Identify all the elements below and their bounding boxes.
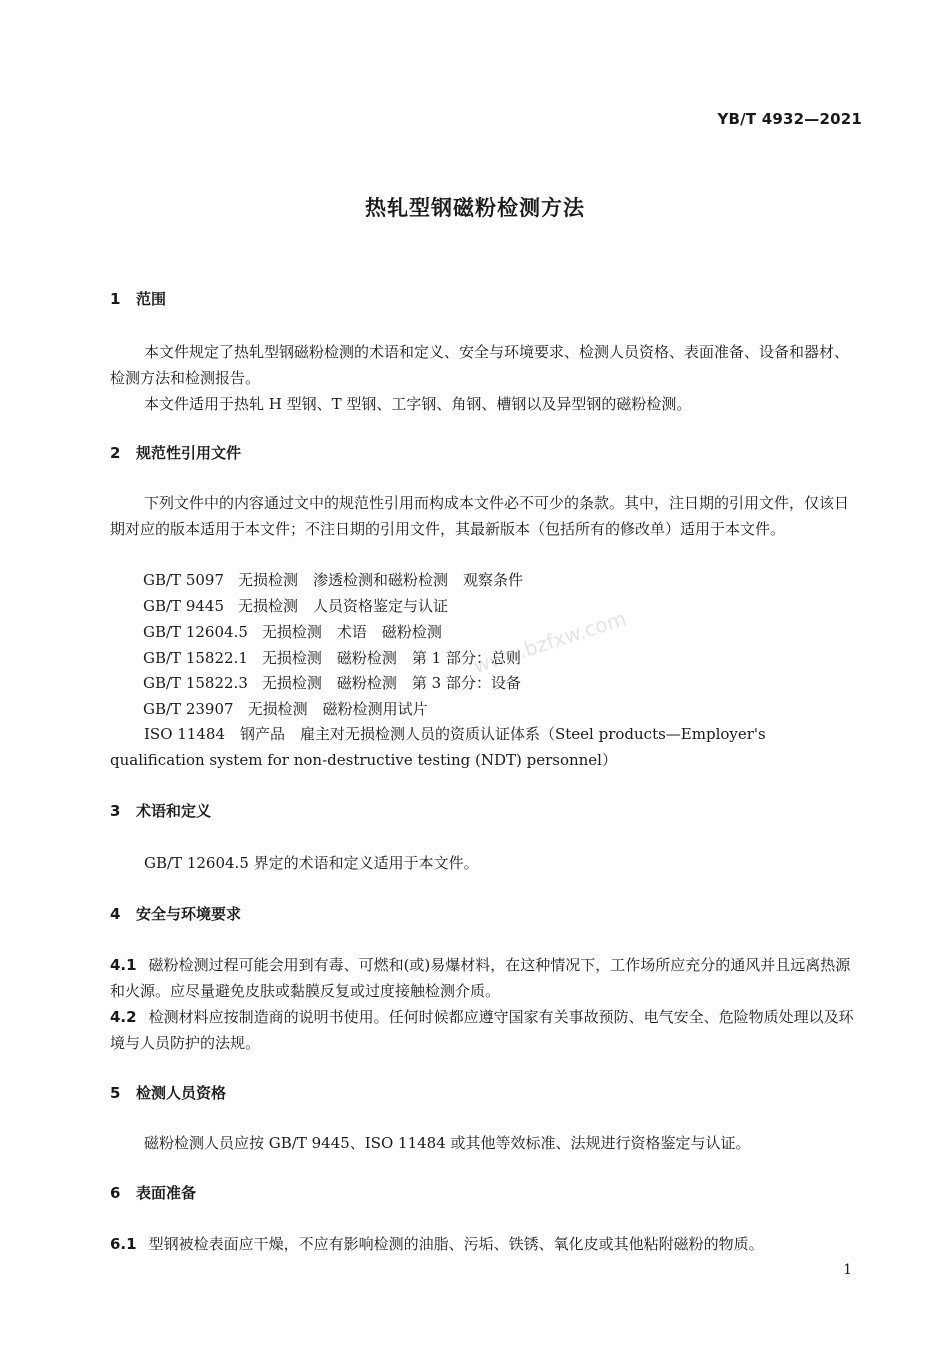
clause-4-2	[110, 1004, 862, 1056]
reference-code: GB/T 5097	[143, 571, 225, 589]
section-number: 1	[110, 290, 121, 308]
section-title: 范围	[136, 290, 167, 308]
reference-code: GB/T 23907	[143, 700, 234, 718]
reference-title: 无损检测 人员资格鉴定与认证	[238, 597, 449, 615]
section-title: 规范性引用文件	[136, 444, 242, 462]
section-5-para-1: 磁粉检测人员应按 GB/T 9445、ISO 11484 或其他等效标准、法规进行资格鉴定与认证。	[144, 1134, 751, 1152]
section-number: 6	[110, 1184, 121, 1202]
section-1-heading	[110, 288, 166, 309]
section-number: 3	[110, 802, 121, 820]
page-number: 1	[843, 1262, 852, 1278]
section-3-heading	[110, 800, 211, 821]
clause-4-1	[110, 952, 862, 1004]
clause-text: 磁粉检测过程可能会用到有毒、可燃和(或)易爆材料，在这种情况下，工作场所应充分的通风并且远离热源和火源。应尽量避免皮肤或黏膜反复或过度接触检测介质。	[110, 956, 851, 1000]
reference-code: GB/T 15822.1	[143, 649, 248, 667]
reference-title: 无损检测 磁粉检测 第 3 部分：设备	[261, 674, 521, 692]
clause-text: 检测材料应按制造商的说明书使用。任何时候都应遵守国家有关事故预防、电气安全、危险物质处理以及环境与人员防护的法规。	[110, 1008, 854, 1052]
section-1-para-2: 本文件适用于热轧 H 型钢、T 型钢、工字钢、角钢、槽钢以及异型钢的磁粉检测。	[144, 395, 692, 413]
section-number: 2	[110, 444, 121, 462]
section-6-heading	[110, 1182, 196, 1203]
reference-item	[143, 670, 521, 696]
reference-item	[143, 567, 523, 593]
section-title: 术语和定义	[136, 802, 212, 820]
section-title: 表面准备	[136, 1184, 197, 1202]
reference-code: GB/T 15822.3	[143, 674, 248, 692]
section-number: 4	[110, 905, 121, 923]
document-title: 热轧型钢磁粉检测方法	[365, 196, 585, 220]
reference-item	[143, 696, 428, 722]
reference-item	[143, 593, 448, 619]
reference-item	[143, 619, 442, 645]
section-3-para-1: GB/T 12604.5 界定的术语和定义适用于本文件。	[144, 854, 479, 872]
clause-text: 型钢被检表面应干燥，不应有影响检测的油脂、污垢、铁锈、氧化皮或其他粘附磁粉的物质。	[148, 1235, 764, 1253]
reference-code: GB/T 12604.5	[143, 623, 248, 641]
section-1-para-1: 本文件规定了热轧型钢磁粉检测的术语和定义、安全与环境要求、检测人员资格、表面准备、设备和器材、检测方法和检测报告。	[110, 343, 850, 387]
clause-number: 4.1	[110, 956, 137, 974]
section-4-heading	[110, 903, 241, 924]
clause-number: 4.2	[110, 1008, 137, 1026]
section-2-heading	[110, 442, 241, 463]
section-title: 安全与环境要求	[136, 905, 242, 923]
reference-item	[143, 645, 521, 671]
clause-number: 6.1	[110, 1235, 137, 1253]
section-number: 5	[110, 1084, 121, 1102]
reference-title: 无损检测 渗透检测和磁粉检测 观察条件	[238, 571, 524, 589]
reference-code: GB/T 9445	[143, 597, 225, 615]
section-title: 检测人员资格	[136, 1084, 227, 1102]
reference-title: 无损检测 术语 磁粉检测	[261, 623, 442, 641]
reference-iso: ISO 11484 钢产品 雇主对无损检测人员的资质认证体系（Steel products—Employer's qualification system for non-destructive testing (NDT) personnel）	[110, 725, 766, 769]
watermark: www.bzfxw.com	[470, 605, 630, 679]
section-5-heading	[110, 1082, 226, 1103]
reference-title: 无损检测 磁粉检测用试片	[247, 700, 428, 718]
standard-code: YB/T 4932—2021	[717, 110, 862, 128]
section-2-para-1: 下列文件中的内容通过文中的规范性引用而构成本文件必不可少的条款。其中，注日期的引用文件，仅该日期对应的版本适用于本文件；不注日期的引用文件，其最新版本（包括所有的修改单）适用于本文件。	[110, 494, 850, 538]
clause-6-1	[110, 1231, 862, 1257]
reference-title: 无损检测 磁粉检测 第 1 部分：总则	[261, 649, 521, 667]
